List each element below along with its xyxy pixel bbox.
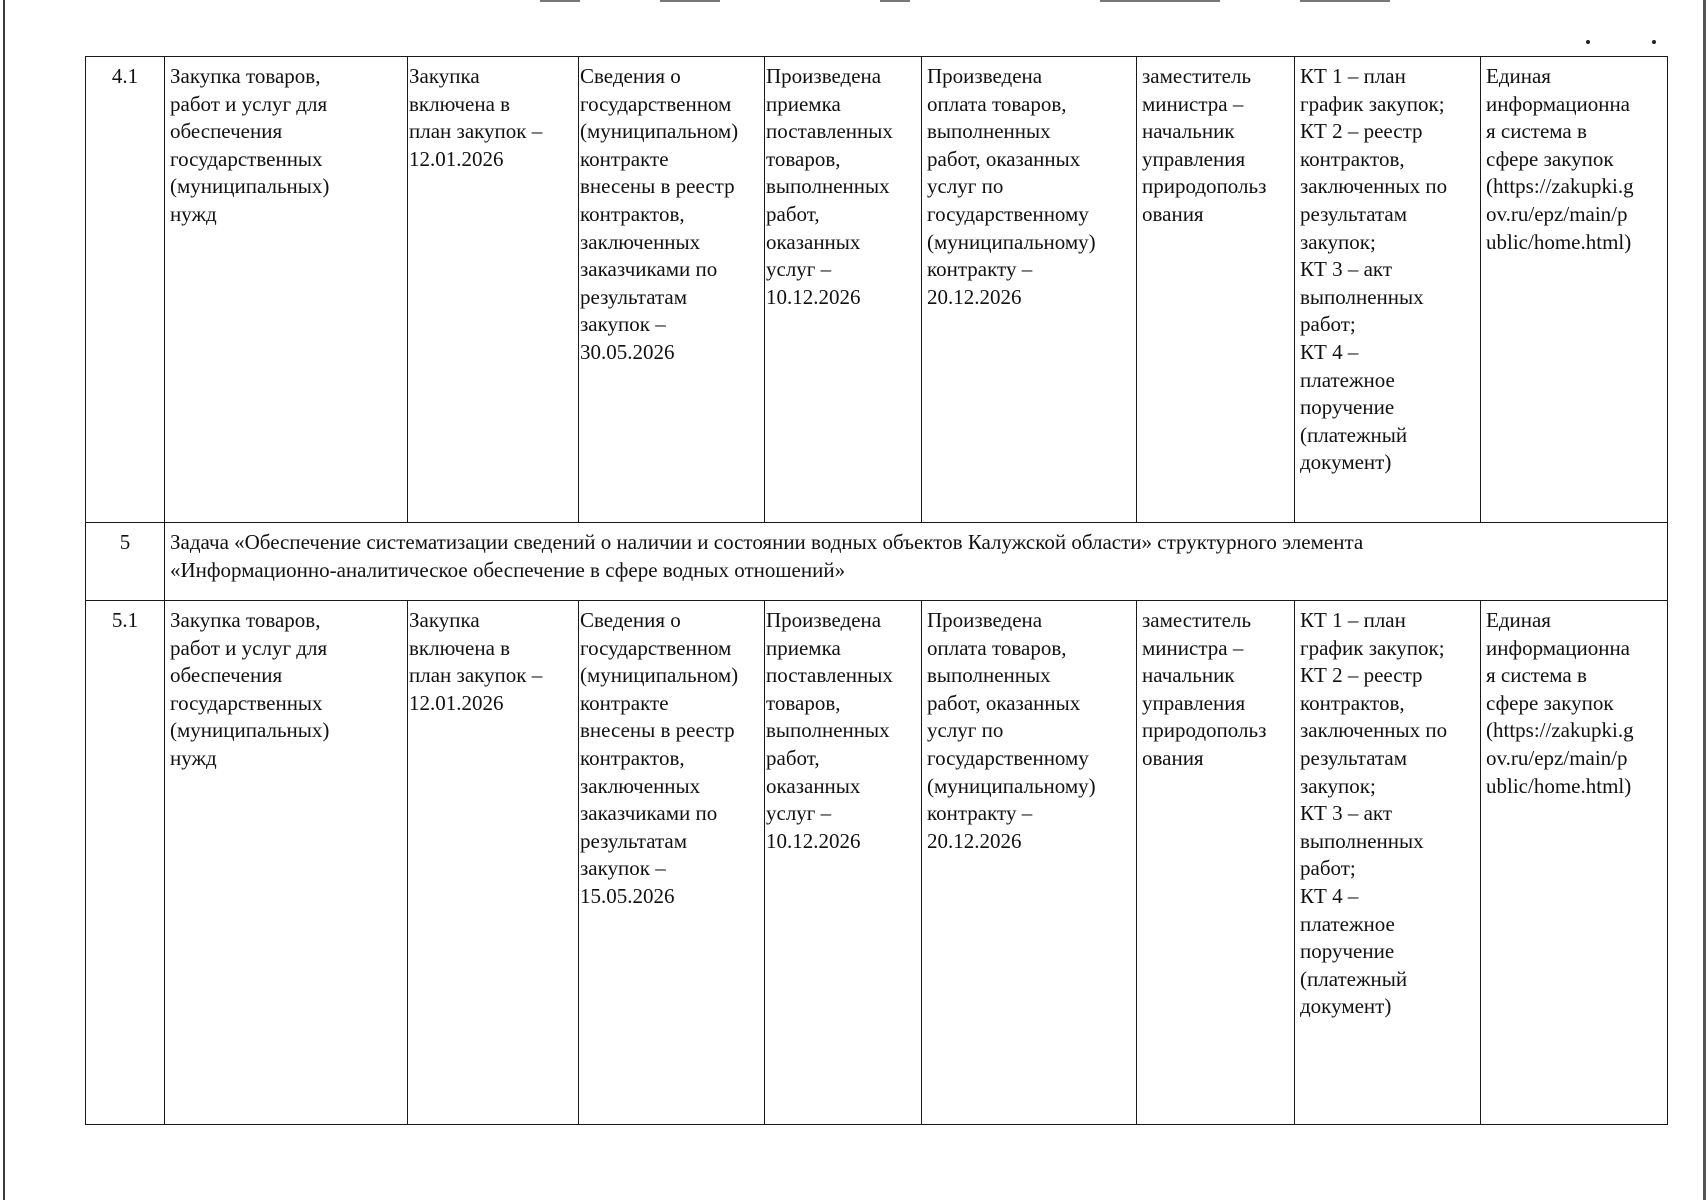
text-line: Единая [1486,608,1551,632]
control-point-2 [579,601,765,1125]
text-line: Единая [1486,64,1551,88]
responsible-person [1137,57,1295,523]
text-line: график закупок; [1300,635,1445,660]
text-line: Произведена [927,608,1043,632]
row-number: 5 [86,523,165,601]
text-line: Сведения о [580,608,681,632]
text-line: платежное [1300,911,1395,936]
text-line: Произведена [927,64,1043,88]
text-line: 30.05.2026 [580,339,675,364]
text-line: услуг по [927,718,1004,743]
text-line: «Информационно-аналитическое обеспечение в сфере водных отношений» [170,557,846,582]
text-line: услуг по [927,174,1004,199]
table-row [86,57,1668,523]
text-line: обеспечения [170,119,283,144]
event-name [165,57,408,523]
text-line: 10.12.2026 [766,828,861,853]
text-line: внесены в реестр [580,718,735,743]
text-line: поручение [1300,939,1395,964]
text-line: выполненных [766,174,890,199]
text-line: 10.12.2026 [766,284,861,309]
text-line: нужд [170,745,217,770]
text-line: (муниципальном) [580,119,739,144]
text-line: государственных [170,146,323,171]
text-line: оказанных [766,773,861,798]
text-line: министра – [1142,635,1244,660]
text-line: поручение [1300,395,1395,420]
control-point-1 [408,601,579,1125]
text-line: работ, [766,201,820,226]
text-line: нужд [170,201,217,226]
text-line: план закупок – [409,119,543,144]
text-line: я система в [1486,119,1587,144]
text-line: работ и услуг для [170,635,328,660]
text-line: контракте [580,690,669,715]
text-line: КТ 2 – реестр [1300,119,1423,144]
text-line: результатам [1300,201,1408,226]
text-line: услуг – [766,801,832,826]
text-line: КТ 4 – [1300,883,1359,908]
text-line: (муниципальному) [927,773,1096,798]
text-line: работ, оказанных [927,146,1081,171]
control-point-3 [765,601,922,1125]
text-line: информационна [1486,91,1631,116]
text-line: (муниципальном) [580,663,739,688]
text-line: результатам [580,284,688,309]
text-line: результатам [1300,745,1408,770]
text-line: КТ 3 – акт [1300,257,1393,282]
scan-dot [1652,40,1656,44]
text-line: работ и услуг для [170,91,328,116]
row-number: 5.1 [86,601,165,1125]
text-line: КТ 4 – [1300,339,1359,364]
scan-top-marks [540,0,1440,3]
text-line: поставленных [766,663,893,688]
text-line: контракте [580,146,669,171]
text-line: закупок; [1300,229,1376,254]
text-line: КТ 1 – план [1300,64,1406,88]
text-line: сфере закупок [1486,690,1614,715]
text-line: контрактов, [580,745,685,770]
control-point-1 [408,57,579,523]
text-line: товаров, [766,146,841,171]
text-line: работ; [1300,856,1356,881]
text-line: КТ 1 – план [1300,608,1406,632]
text-line: услуг – [766,257,832,282]
text-line: заместитель [1142,608,1252,632]
text-line: закупок; [1300,773,1376,798]
text-line: КТ 3 – акт [1300,801,1393,826]
text-line: контрактов, [1300,690,1405,715]
text-line: я система в [1486,663,1587,688]
text-line: 12.01.2026 [409,690,504,715]
text-line: государственному [927,745,1089,770]
text-line: государственном [580,91,732,116]
task-description [165,523,1668,601]
information-system [1481,57,1668,523]
text-line: государственных [170,690,323,715]
text-line: выполненных [927,119,1051,144]
control-point-4 [922,601,1137,1125]
text-line: контрактов, [580,201,685,226]
text-line: управления [1142,690,1246,715]
text-line: 20.12.2026 [927,284,1022,309]
text-line: ования [1142,745,1204,770]
text-line: план закупок – [409,663,543,688]
text-line: работ; [1300,312,1356,337]
text-line: (муниципальных) [170,718,330,743]
scan-dot [1586,40,1590,44]
text-line: природопольз [1142,174,1267,199]
text-line: платежное [1300,367,1395,392]
text-line: результатам [580,828,688,853]
text-line: Закупка товаров, [170,608,321,632]
text-line: Произведена [766,608,882,632]
text-line: приемка [766,635,841,660]
text-line: включена в [409,91,511,116]
text-line: КТ 2 – реестр [1300,663,1423,688]
text-line: Произведена [766,64,882,88]
event-name [165,601,408,1125]
text-line: выполненных [1300,284,1424,309]
text-line: оплата товаров, [927,91,1067,116]
text-line: работ, оказанных [927,690,1081,715]
confirming-document [1295,601,1481,1125]
text-line: оплата товаров, [927,635,1067,660]
text-line: контракту – [927,801,1033,826]
control-point-4 [922,57,1137,523]
text-line: внесены в реестр [580,174,735,199]
responsible-person [1137,601,1295,1125]
confirming-document [1295,57,1481,523]
text-line: (https://zakupki.g [1486,174,1634,199]
text-line: государственном [580,635,732,660]
text-line: ublic/home.html) [1486,229,1632,254]
text-line: 12.01.2026 [409,146,504,171]
text-line: включена в [409,635,511,660]
text-line: Закупка [409,608,480,632]
text-line: работ, [766,745,820,770]
scan-edge-right [1703,0,1706,1200]
text-line: ov.ru/epz/main/p [1486,201,1628,226]
text-line: график закупок; [1300,91,1445,116]
text-line: начальник [1142,119,1235,144]
text-line: ublic/home.html) [1486,773,1632,798]
table-row [86,601,1668,1125]
text-line: заместитель [1142,64,1252,88]
text-line: Задача «Обеспечение систематизации сведений о наличии и состоянии водных объектов Калужской области» структурного элемента [170,530,1364,554]
text-line: (https://zakupki.g [1486,718,1634,743]
control-point-3 [765,57,922,523]
text-line: приемка [766,91,841,116]
text-line: закупок – [580,312,666,337]
text-line: 15.05.2026 [580,883,675,908]
row-number: 4.1 [86,57,165,523]
text-line: заказчиками по [580,257,718,282]
scan-edge-left [3,0,5,1200]
text-line: министра – [1142,91,1244,116]
text-line: контрактов, [1300,146,1405,171]
control-point-2 [579,57,765,523]
plan-table [85,56,1668,1125]
text-line: начальник [1142,663,1235,688]
text-line: оказанных [766,229,861,254]
text-line: закупок – [580,856,666,881]
text-line: природопольз [1142,718,1267,743]
text-line: документ) [1300,450,1392,475]
text-line: Закупка товаров, [170,64,321,88]
text-line: заключенных [580,229,701,254]
text-line: Сведения о [580,64,681,88]
text-line: заключенных по [1300,174,1448,199]
text-line: ov.ru/epz/main/p [1486,745,1628,770]
text-line: документ) [1300,994,1392,1019]
text-line: выполненных [1300,828,1424,853]
text-line: управления [1142,146,1246,171]
information-system [1481,601,1668,1125]
text-line: (муниципальных) [170,174,330,199]
text-line: поставленных [766,119,893,144]
text-line: (платежный [1300,422,1408,447]
text-line: государственному [927,201,1089,226]
text-line: заключенных по [1300,718,1448,743]
text-line: заключенных [580,773,701,798]
text-line: контракту – [927,257,1033,282]
text-line: (платежный [1300,966,1408,991]
text-line: заказчиками по [580,801,718,826]
text-line: выполненных [766,718,890,743]
text-line: товаров, [766,690,841,715]
text-line: ования [1142,201,1204,226]
task-row [86,523,1668,601]
text-line: (муниципальному) [927,229,1096,254]
text-line: выполненных [927,663,1051,688]
text-line: 20.12.2026 [927,828,1022,853]
text-line: Закупка [409,64,480,88]
text-line: информационна [1486,635,1631,660]
text-line: обеспечения [170,663,283,688]
text-line: сфере закупок [1486,146,1614,171]
